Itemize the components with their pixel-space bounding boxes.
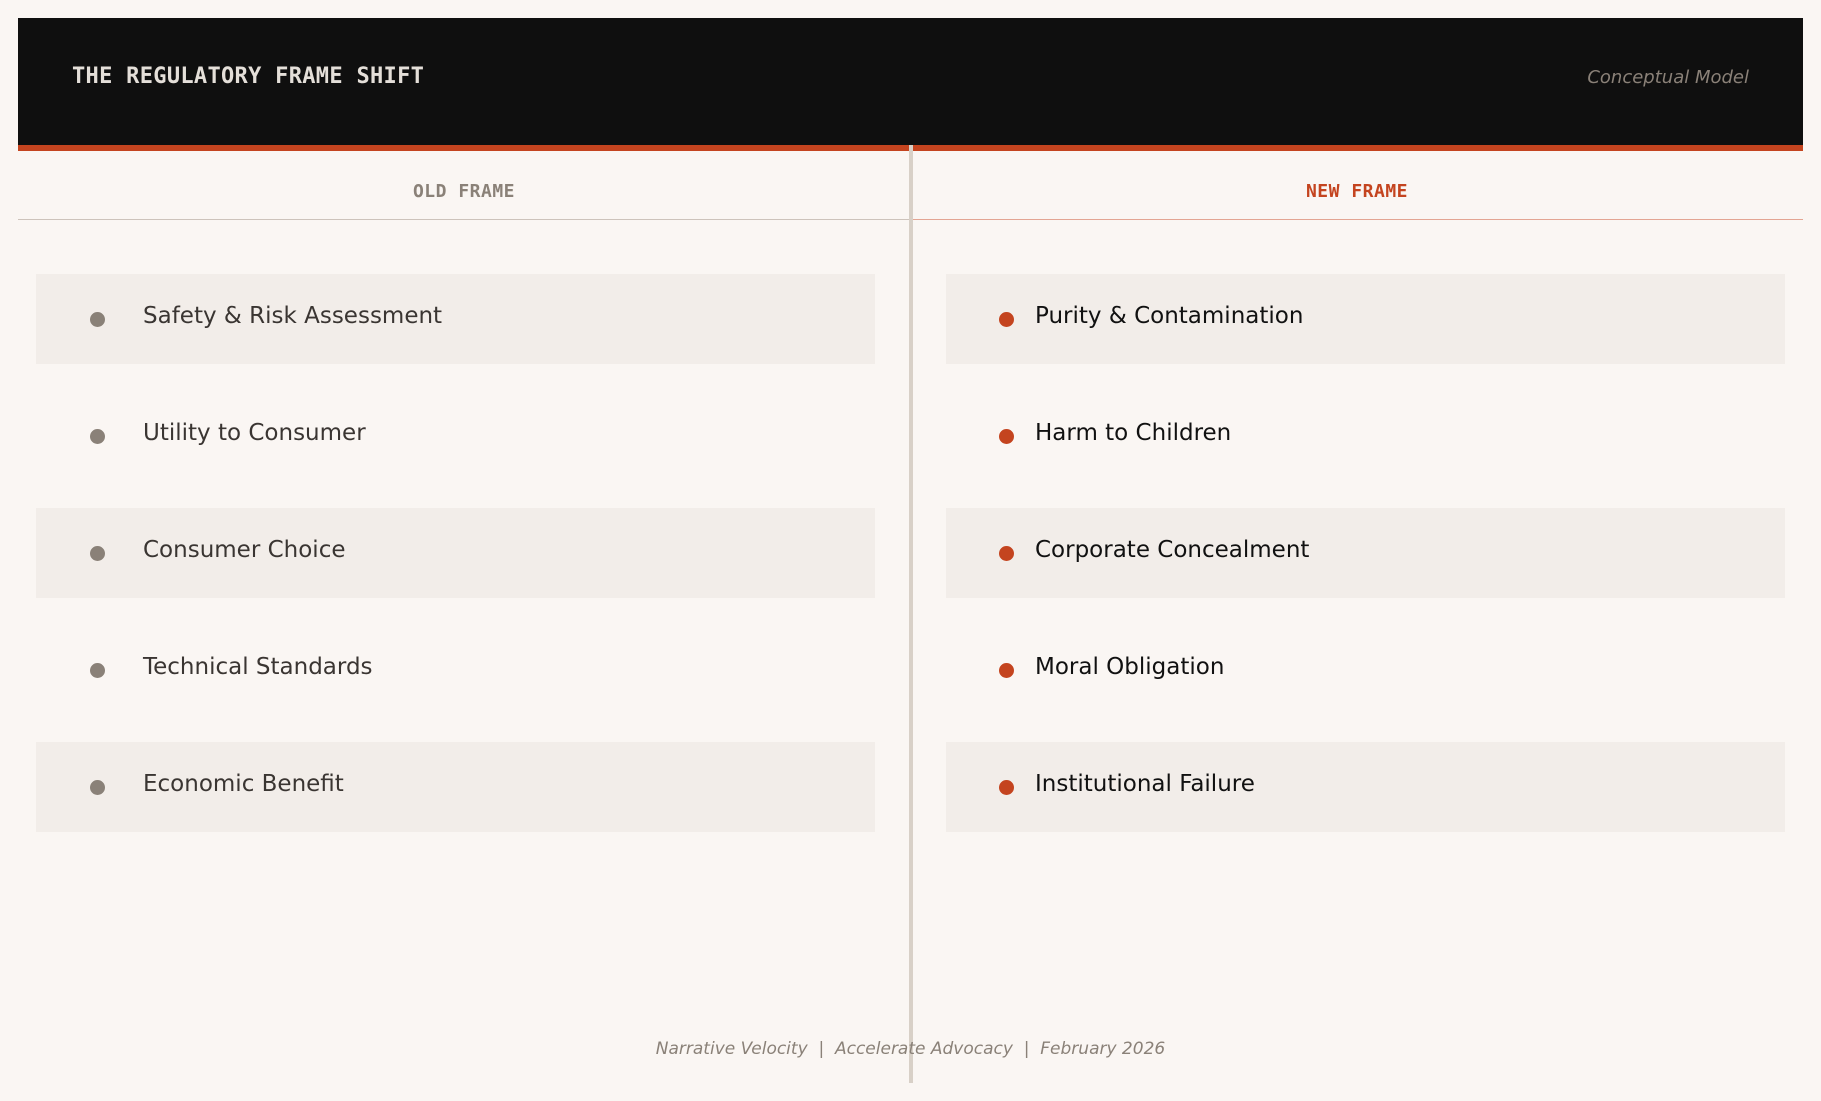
new-frame-heading: NEW FRAME [1305, 181, 1409, 202]
old-frame-item-label: Utility to Consumer [143, 420, 366, 446]
old-frame-item-label: Consumer Choice [143, 537, 346, 563]
new-frame-item [946, 508, 1785, 598]
page-subtitle: Conceptual Model [1587, 67, 1749, 88]
old-frame-item [36, 391, 875, 481]
new-bullet-icon [999, 312, 1014, 327]
old-bullet-icon [90, 312, 105, 327]
new-frame-item-label: Institutional Failure [1035, 771, 1255, 797]
header-banner [18, 18, 1803, 145]
new-frame-rule [911, 219, 1803, 220]
new-bullet-icon [999, 429, 1014, 444]
old-frame-item-label: Technical Standards [143, 654, 373, 680]
new-frame-item [946, 274, 1785, 364]
new-frame-item [946, 391, 1785, 481]
old-frame-item [36, 625, 875, 715]
new-bullet-icon [999, 780, 1014, 795]
old-frame-heading: OLD FRAME [412, 181, 516, 202]
page-title: THE REGULATORY FRAME SHIFT [72, 64, 425, 89]
new-bullet-icon [999, 546, 1014, 561]
new-frame-item-label: Moral Obligation [1035, 654, 1225, 680]
new-frame-item-label: Harm to Children [1035, 420, 1232, 446]
new-frame-item [946, 625, 1785, 715]
new-frame-item-label: Corporate Concealment [1035, 537, 1310, 563]
footer-caption: Narrative Velocity | Accelerate Advocacy | February 2026 [655, 1039, 1166, 1059]
new-frame-item [946, 742, 1785, 832]
new-bullet-icon [999, 663, 1014, 678]
new-frame-item-label: Purity & Contamination [1035, 303, 1304, 329]
old-frame-item-label: Economic Benefit [143, 771, 344, 797]
old-frame-item [36, 274, 875, 364]
old-frame-item [36, 742, 875, 832]
old-bullet-icon [90, 429, 105, 444]
old-bullet-icon [90, 546, 105, 561]
column-divider [909, 145, 913, 1083]
old-frame-item [36, 508, 875, 598]
old-bullet-icon [90, 663, 105, 678]
old-bullet-icon [90, 780, 105, 795]
old-frame-item-label: Safety & Risk Assessment [143, 303, 443, 329]
old-frame-rule [18, 219, 910, 220]
